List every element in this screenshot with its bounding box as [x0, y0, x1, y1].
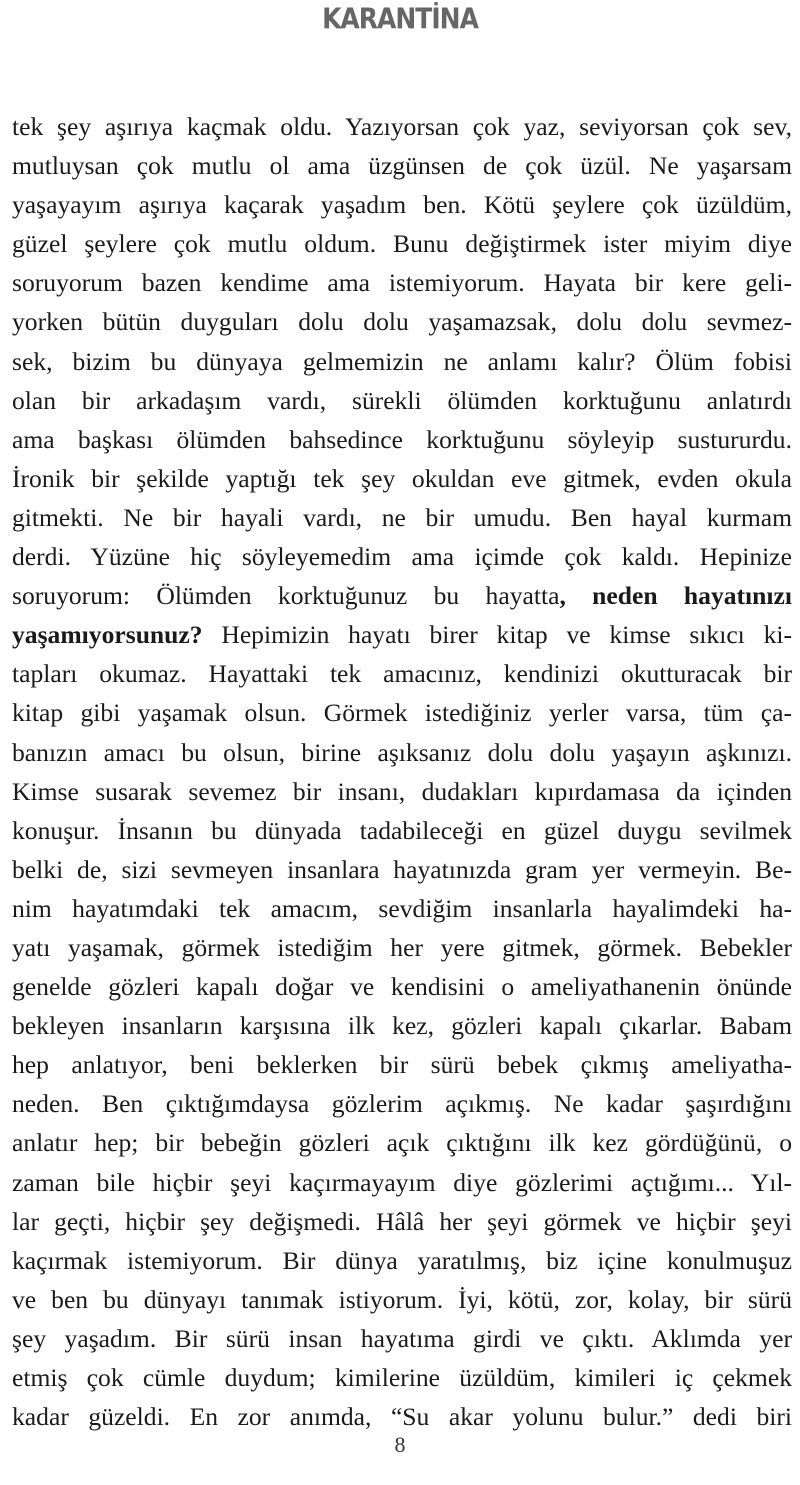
text-line — [12, 1006, 792, 1045]
text-line — [12, 1241, 792, 1280]
text-line — [12, 302, 792, 341]
text-line — [12, 420, 792, 459]
text-segment: ve ben bu dünyayı tanımak istiyorum. İyi, kötü, zor, kolay, bir sürü — [12, 1284, 792, 1314]
text-line — [12, 185, 792, 224]
text-segment: hep anlatıyor, beni beklerken bir sürü bebek çıkmış ameliyatha- — [12, 1050, 792, 1080]
text-segment: bekleyen insanların karşısına ilk kez, gözleri kapalı çıkarlar. Babam — [12, 1011, 792, 1041]
text-segment: belki de, sizi sevmeyen insanlara hayatınızda gram yer vermeyin. Be- — [12, 854, 792, 884]
text-line — [12, 889, 792, 928]
text-line — [12, 693, 792, 732]
text-segment: kitap gibi yaşamak olsun. Görmek istediğiniz yerler varsa, tüm ça- — [12, 698, 792, 728]
text-line — [12, 615, 792, 654]
text-line — [12, 224, 792, 263]
text-line — [12, 654, 792, 693]
text-line — [12, 263, 792, 302]
running-header: KARANTİNA — [322, 1, 478, 36]
text-segment: sek, bizim bu dünyaya gelmemizin ne anlamı kalır? Ölüm fobisi — [12, 346, 792, 376]
text-segment: etmiş çok cümle duydum; kimilerine üzüldüm, kimileri iç çekmek — [12, 1363, 792, 1392]
text-segment: anlatır hep; bir bebeğin gözleri açık çıktığını ilk kez gördüğünü, o — [12, 1128, 792, 1158]
text-segment: neden. Ben çıktığımdaysa gözlerim açıkmış. Ne kadar şaşırdığını — [12, 1089, 792, 1119]
text-line — [12, 850, 792, 889]
text-line — [12, 967, 792, 1006]
text-line — [12, 733, 792, 772]
text-segment: soruyorum bazen kendime ama istemiyorum. Hayata bir kere geli- — [12, 268, 792, 298]
text-line — [12, 1045, 792, 1084]
text-line — [12, 1280, 792, 1319]
text-line — [12, 537, 792, 576]
text-segment: yatı yaşamak, görmek istediğim her yere gitmek, görmek. Bebekler — [12, 932, 792, 962]
bold-text-segment: yaşamıyorsunuz? — [12, 620, 203, 650]
text-segment: Kimse susarak sevemez bir insanı, dudakları kıpırdamasa da içinden — [12, 776, 792, 806]
text-segment: Hepimizin hayatı birer kitap ve kimse sıkıcı ki- — [202, 620, 792, 650]
text-line — [12, 1163, 792, 1202]
text-segment: soruyorum: Ölümden korktuğunuz bu hayatta — [12, 581, 560, 611]
text-segment: tek şey aşırıya kaçmak oldu. Yazıyorsan çok yaz, seviyorsan çok sev, — [12, 112, 792, 141]
bold-text-segment: , neden hayatınızı — [559, 581, 792, 611]
text-segment: şey yaşadım. Bir sürü insan hayatıma girdi ve çıktı. Aklımda yer — [12, 1323, 792, 1353]
text-segment: nim hayatımdaki tek amacım, sevdiğim insanlarla hayalimdeki ha- — [12, 893, 792, 923]
text-line — [12, 1084, 792, 1123]
text-line — [12, 146, 792, 185]
text-segment: ama başkası ölümden bahsedince korktuğunu söyleyip sustururdu. — [12, 424, 792, 454]
text-segment: banızın amacı bu olsun, birine aşıksanız dolu dolu yaşayın aşkınızı. — [12, 737, 792, 767]
text-segment: yaşayayım aşırıya kaçarak yaşadım ben. Kötü şeylere çok üzüldüm, — [12, 190, 792, 220]
text-segment: konuşur. İnsanın bu dünyada tadabileceği en güzel duygu sevilmek — [12, 815, 792, 845]
text-line — [12, 1397, 792, 1436]
text-segment: tapları okumaz. Hayattaki tek amacınız, kendinizi okutturacak bir — [12, 659, 792, 689]
text-line — [12, 1202, 792, 1241]
page-number: 8 — [394, 1432, 406, 1457]
text-line — [12, 1358, 792, 1397]
text-line — [12, 928, 792, 967]
text-segment: kadar güzeldi. En zor anımda, “Su akar yolunu bulur.” dedi biri — [12, 1402, 792, 1432]
text-line — [12, 381, 792, 420]
text-segment: yorken bütün duyguları dolu dolu yaşamazsak, dolu dolu sevmez- — [12, 307, 792, 337]
text-segment: lar geçti, hiçbir şey değişmedi. Hâlâ her şeyi görmek ve hiçbir şeyi — [12, 1206, 792, 1236]
text-segment: derdi. Yüzüne hiç söyleyemedim ama içimde çok kaldı. Hepinize — [12, 542, 792, 572]
text-line — [12, 342, 792, 381]
text-line — [12, 107, 792, 146]
text-segment: kaçırmak istemiyorum. Bir dünya yaratılmış, biz içine konulmuşuz — [12, 1245, 792, 1275]
text-segment: İronik bir şekilde yaptığı tek şey okuldan eve gitmek, evden okula — [12, 463, 792, 493]
text-segment: zaman bile hiçbir şeyi kaçırmayayım diye gözlerimi açtığımı... Yıl- — [12, 1167, 792, 1197]
text-line — [12, 576, 792, 615]
text-line — [12, 772, 792, 811]
text-segment: gitmekti. Ne bir hayali vardı, ne bir umudu. Ben hayal kurmam — [12, 502, 792, 532]
text-line — [12, 459, 792, 498]
text-line — [12, 811, 792, 850]
body-text — [12, 107, 792, 1436]
text-segment: güzel şeylere çok mutlu oldum. Bunu değiştirmek ister miyim diye — [12, 229, 792, 259]
text-segment: mutluysan çok mutlu ol ama üzgünsen de çok üzül. Ne yaşarsam — [12, 151, 792, 181]
text-segment: olan bir arkadaşım vardı, sürekli ölümden korktuğunu anlatırdı — [12, 385, 792, 415]
text-line — [12, 498, 792, 537]
text-line — [12, 1319, 792, 1358]
text-segment: genelde gözleri kapalı doğar ve kendisini o ameliyathanenin önünde — [12, 972, 792, 1002]
text-line — [12, 1123, 792, 1162]
